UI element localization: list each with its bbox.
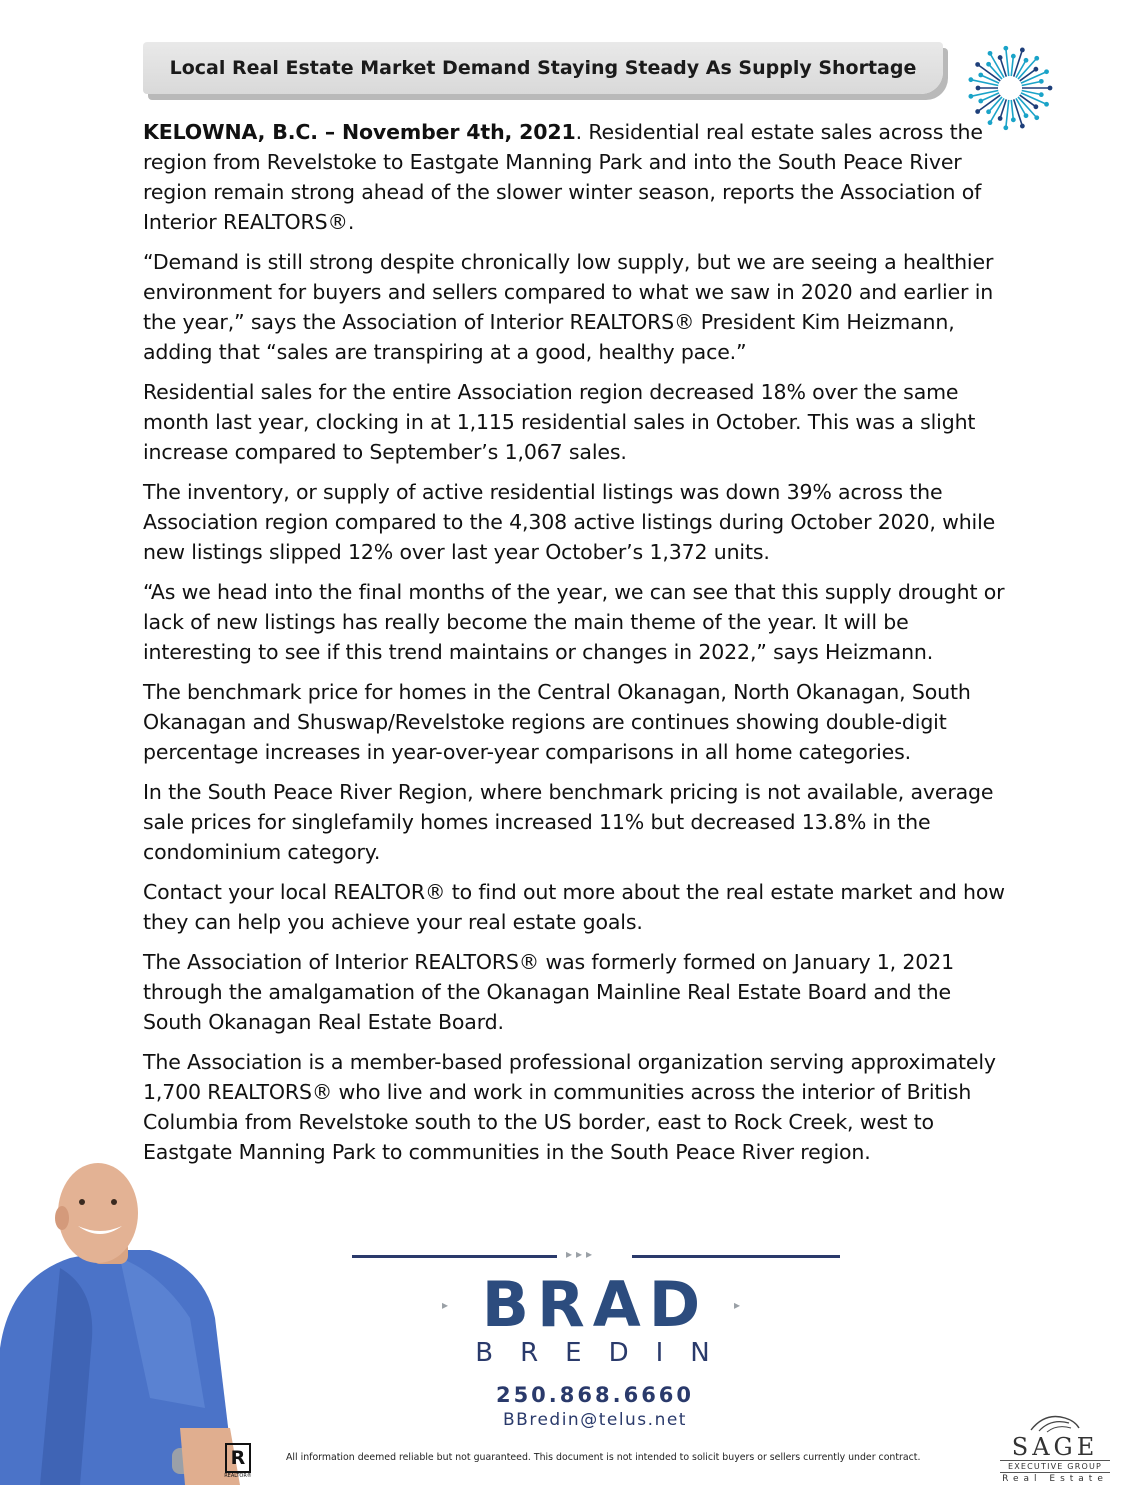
brokerage-line1: EXECUTIVE GROUP (1000, 1460, 1110, 1473)
article-body (143, 117, 1013, 1177)
realtor-word: REALTOR® (224, 1473, 252, 1479)
divider-right (632, 1255, 840, 1258)
burst-dot (1011, 54, 1016, 59)
divider-arrows-icon: ▸▸▸ (566, 1247, 597, 1261)
burst-dot (1020, 124, 1025, 129)
agent-first-name: BRAD (481, 1268, 709, 1341)
burst-dot (1033, 104, 1038, 109)
burst-dot (998, 55, 1003, 60)
burst-dot (988, 51, 993, 56)
agent-photo (0, 1158, 250, 1485)
burst-dot (976, 86, 981, 91)
burst-dot (1044, 69, 1049, 74)
paragraph-8: Contact your local REALTOR® to find out more about the real estate market and how they can help you achieve your real estate goals. (143, 880, 1005, 934)
paragraph-6: The benchmark price for homes in the Central Okanagan, North Okanagan, South Okanagan and Shuswap/Revelstoke regions are continues showing double-digit percentage increases in year-over-year comparisons in all home categories. (143, 680, 971, 764)
burst-dot (1024, 58, 1029, 63)
burst-dot (1034, 56, 1039, 61)
agent-email[interactable]: BBredin@telus.net (503, 1410, 687, 1430)
burst-dot (1044, 102, 1049, 107)
paragraph-7: In the South Peace River Region, where benchmark pricing is not available, average sale prices for singlefamily homes increased 11% but decreased 13.8% in the condominium category. (143, 780, 994, 864)
divider-left (352, 1255, 557, 1258)
paragraph-2: “Demand is still strong despite chronically low supply, but we are seeing a healthier environment for buyers and sellers compared to what we saw in 2020 and earlier in the year,” says the Association of Interior REALTORS® President Kim Heizmann, adding that “sales are transpiring at a good, healthy pace.” (143, 250, 994, 364)
realtor-r-logo-icon (222, 1443, 254, 1479)
burst-dot (975, 62, 980, 67)
brokerage-line2: Real Estate (1002, 1474, 1108, 1484)
brokerage-name: SAGE (1011, 1433, 1099, 1461)
paragraph-10: The Association is a member-based professional organization serving approximately 1,700 REALTORS® who live and work in communities across the interior of British Columbia from Revelstoke south to the US border, east to Rock Creek, west to Eastgate Manning Park to communities in the South Peace River region. (143, 1050, 996, 1164)
arrow-icon: ▸ (442, 1298, 449, 1312)
paragraph-9: The Association of Interior REALTORS® was formerly formed on January 1, 2021 through the amalgamation of the Okanagan Mainline Real Estate Board and the South Okanagan Real Estate Board. (143, 950, 954, 1034)
burst-dot (975, 109, 980, 114)
paragraph-1-text: . Residential real estate sales across the region from Revelstoke to Eastgate Manning Park and into the South Peace River region remain strong ahead of the slower winter season, reports the Association of Interior REALTORS®. (143, 120, 983, 234)
dateline: KELOWNA, B.C. – November 4th, 2021 (143, 120, 576, 144)
burst-dot (986, 62, 991, 67)
realtor-mark: R (225, 1443, 251, 1473)
sage-logo (1000, 1410, 1110, 1485)
agent-phone: 250.868.6660 (495, 1383, 695, 1407)
burst-dot (968, 94, 973, 99)
headline-title: Local Real Estate Market Demand Staying Steady As Supply Shortage (169, 57, 917, 79)
burst-dot (1033, 67, 1038, 72)
burst-dot (1039, 92, 1044, 97)
paragraph-3: Residential sales for the entire Association region decreased 18% over the same month last year, clocking in at 1,115 residential sales in October. This was a slight increase compared to September’s 1,067 sales. (143, 380, 976, 464)
agent-last-name: BREDIN (475, 1338, 737, 1368)
burst-ray (1006, 48, 1009, 76)
burst-dot (986, 109, 991, 114)
burst-dot (1048, 86, 1053, 91)
paragraph-4: The inventory, or supply of active residential listings was down 39% across the Association region compared to the 4,308 active listings during October 2020, while new listings slipped 12% over last year October’s 1,372 units. (143, 480, 996, 564)
burst-dot (978, 99, 983, 104)
burst-dot (968, 77, 973, 82)
agent-brand (440, 1268, 750, 1368)
paragraph-5: “As we head into the final months of the year, we can see that this supply drought or lack of new listings has really become the main theme of the year. It will be interesting to see if this trend maintains or changes in 2022,” says Heizmann. (143, 580, 1005, 664)
burst-dot (1034, 115, 1039, 120)
sage-wave-logo-icon (1025, 1410, 1085, 1434)
headline-banner (143, 42, 943, 94)
burst-dot (1020, 48, 1025, 53)
arrow-icon: ▸ (734, 1298, 741, 1312)
burst-dot (978, 73, 983, 78)
burst-dot (1039, 79, 1044, 84)
disclaimer: All information deemed reliable but not guaranteed. This document is not intended to solicit buyers or sellers currently under contract. (286, 1452, 921, 1463)
burst-ray (1011, 56, 1013, 76)
burst-dot (1003, 46, 1008, 51)
burst-dot (1024, 113, 1029, 118)
paragraph-1 (143, 117, 1013, 237)
